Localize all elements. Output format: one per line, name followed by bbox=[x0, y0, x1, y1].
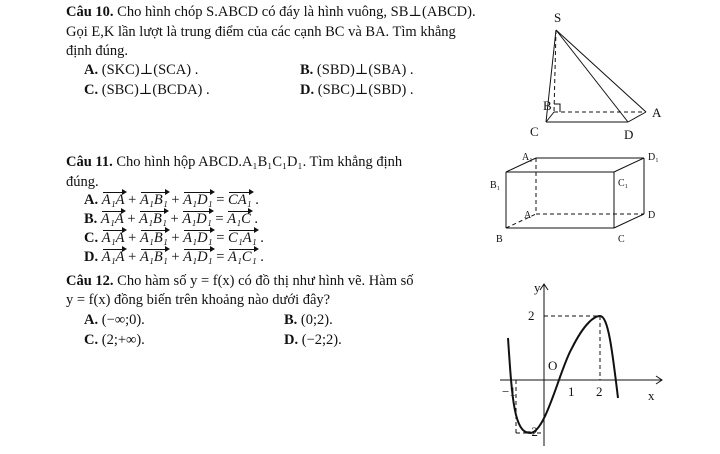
q12-option-c-text: (2;+∞). bbox=[101, 332, 145, 348]
q10-option-b-letter: B. bbox=[300, 62, 314, 78]
label-1: 1 bbox=[568, 384, 575, 399]
q11-c-rhs: C₁A₁ bbox=[228, 230, 257, 246]
label-s: S bbox=[554, 10, 562, 25]
q11-line1 bbox=[66, 154, 402, 171]
q10-option-c-text: (SBC)⊥(BCDA) . bbox=[101, 82, 210, 98]
pyramid-figure bbox=[510, 0, 710, 150]
q11-b-rhs: A₁C bbox=[227, 211, 251, 227]
q11-d-term1: A₁A bbox=[101, 249, 125, 265]
cubic-graph bbox=[490, 278, 670, 454]
q10-text-1: Cho hình chóp S.ABCD có đáy là hình vuông, SB⊥(ABCD). bbox=[117, 4, 476, 20]
q10-option-a-letter: A. bbox=[84, 62, 99, 78]
label-neg2: −2 bbox=[524, 424, 538, 439]
label-a: A bbox=[524, 210, 532, 221]
q11-option-c: C. A₁A + A₁B₁ + A₁D₁ = C₁A₁ . bbox=[84, 230, 264, 246]
label-c: C bbox=[530, 124, 539, 139]
q10-label: Câu 10. bbox=[66, 4, 114, 20]
q11-option-a-letter: A. bbox=[84, 192, 99, 208]
q11-a-rhs: CA₁ bbox=[228, 192, 252, 208]
label-o: O bbox=[548, 358, 558, 373]
q10-option-c bbox=[84, 82, 210, 99]
q10-option-d-text: (SBC)⊥(SBD) . bbox=[317, 82, 414, 98]
q11-b-term1: A₁A bbox=[100, 211, 124, 227]
label-d: D bbox=[624, 127, 634, 142]
q10-option-d bbox=[300, 82, 414, 99]
label-b1: B₁ bbox=[490, 180, 501, 191]
q11-option-c-letter: C. bbox=[84, 230, 99, 246]
label-c: C bbox=[618, 234, 625, 245]
q11-option-d-letter: D. bbox=[84, 249, 99, 265]
q12-line1 bbox=[66, 273, 414, 290]
q12-option-d bbox=[284, 332, 342, 349]
q11-a-term3: A₁D₁ bbox=[183, 192, 213, 208]
q11-a-term1: A₁A bbox=[101, 192, 125, 208]
label-d: D bbox=[648, 210, 656, 221]
label-y: y bbox=[534, 280, 541, 295]
q11-option-a: A. A₁A + A₁B₁ + A₁D₁ = CA₁ . bbox=[84, 192, 259, 208]
label-x-2: 2 bbox=[596, 384, 603, 399]
parallelepiped-figure bbox=[484, 148, 674, 248]
q12-text-2: y = f(x) đồng biến trên khoảng nào dưới đây? bbox=[66, 292, 331, 308]
q12-option-a bbox=[84, 312, 145, 329]
q10-option-c-letter: C. bbox=[84, 82, 99, 98]
q12-option-d-text: (−2;2). bbox=[301, 332, 342, 348]
q11-c-term3: A₁D₁ bbox=[183, 230, 213, 246]
q11-label: Câu 11. bbox=[66, 154, 113, 170]
q12-option-b bbox=[284, 312, 333, 329]
edge-sa bbox=[556, 30, 646, 112]
q12-option-d-letter: D. bbox=[284, 332, 299, 348]
q11-option-b: B. A₁A + A₁B₁ + A₁D₁ = A₁C . bbox=[84, 211, 259, 227]
label-b: B bbox=[543, 98, 552, 113]
label-a: A bbox=[652, 105, 662, 120]
label-y-2: 2 bbox=[528, 308, 535, 323]
label-neg1: −1 bbox=[502, 384, 516, 399]
q10-option-d-letter: D. bbox=[300, 82, 315, 98]
q12-text-1: Cho hàm số y = f(x) có đồ thị như hình vẽ. Hàm số bbox=[117, 273, 414, 289]
q11-c-term2: A₁B₁ bbox=[139, 230, 168, 246]
q11-d-term3: A₁D₁ bbox=[183, 249, 213, 265]
q10-option-a bbox=[84, 62, 198, 79]
q10-option-b bbox=[300, 62, 414, 79]
q11-d-term2: A₁B₁ bbox=[139, 249, 168, 265]
q11-c-term1: A₁A bbox=[101, 230, 125, 246]
q12-option-a-text: (−∞;0). bbox=[101, 312, 145, 328]
label-d1: D₁ bbox=[648, 152, 659, 163]
label-b: B bbox=[496, 234, 503, 245]
function-curve bbox=[508, 316, 618, 433]
q12-option-b-letter: B. bbox=[284, 312, 298, 328]
q11-d-rhs: A₁C₁ bbox=[228, 249, 257, 265]
edge-sd bbox=[556, 30, 628, 122]
label-a1: A₁ bbox=[522, 152, 533, 163]
q11-option-b-letter: B. bbox=[84, 211, 98, 227]
q10-line1 bbox=[66, 4, 476, 21]
q11-b-term2: A₁B₁ bbox=[139, 211, 167, 227]
right-angle-mark bbox=[554, 104, 560, 112]
q12-option-a-letter: A. bbox=[84, 312, 99, 328]
label-x: x bbox=[648, 388, 655, 403]
q12-option-b-text: (0;2). bbox=[300, 312, 333, 328]
q10-option-a-text: (SKC)⊥(SCA) . bbox=[101, 62, 199, 78]
q11-a-term2: A₁B₁ bbox=[139, 192, 168, 208]
q12-option-c-letter: C. bbox=[84, 332, 99, 348]
q10-text-3: định đúng. bbox=[66, 43, 129, 59]
q11-option-d: D. A₁A + A₁B₁ + A₁D₁ = A₁C₁ . bbox=[84, 249, 264, 265]
q11-text-1: Cho hình hộp ABCD.A₁B₁C₁D₁. Tìm khẳng định bbox=[116, 154, 403, 170]
q10-option-b-text: (SBD)⊥(SBA) . bbox=[316, 62, 414, 78]
q12-option-c bbox=[84, 332, 145, 349]
q10-text-2: Gọi E,K lần lượt là trung điểm của các cạnh BC và BA. Tìm khẳng bbox=[66, 24, 456, 40]
q11-text-2: đúng. bbox=[66, 174, 99, 190]
edge-da bbox=[628, 112, 646, 122]
label-c1: C₁ bbox=[618, 178, 629, 189]
q12-label: Câu 12. bbox=[66, 273, 114, 289]
q11-b-term3: A₁D₁ bbox=[182, 211, 212, 227]
